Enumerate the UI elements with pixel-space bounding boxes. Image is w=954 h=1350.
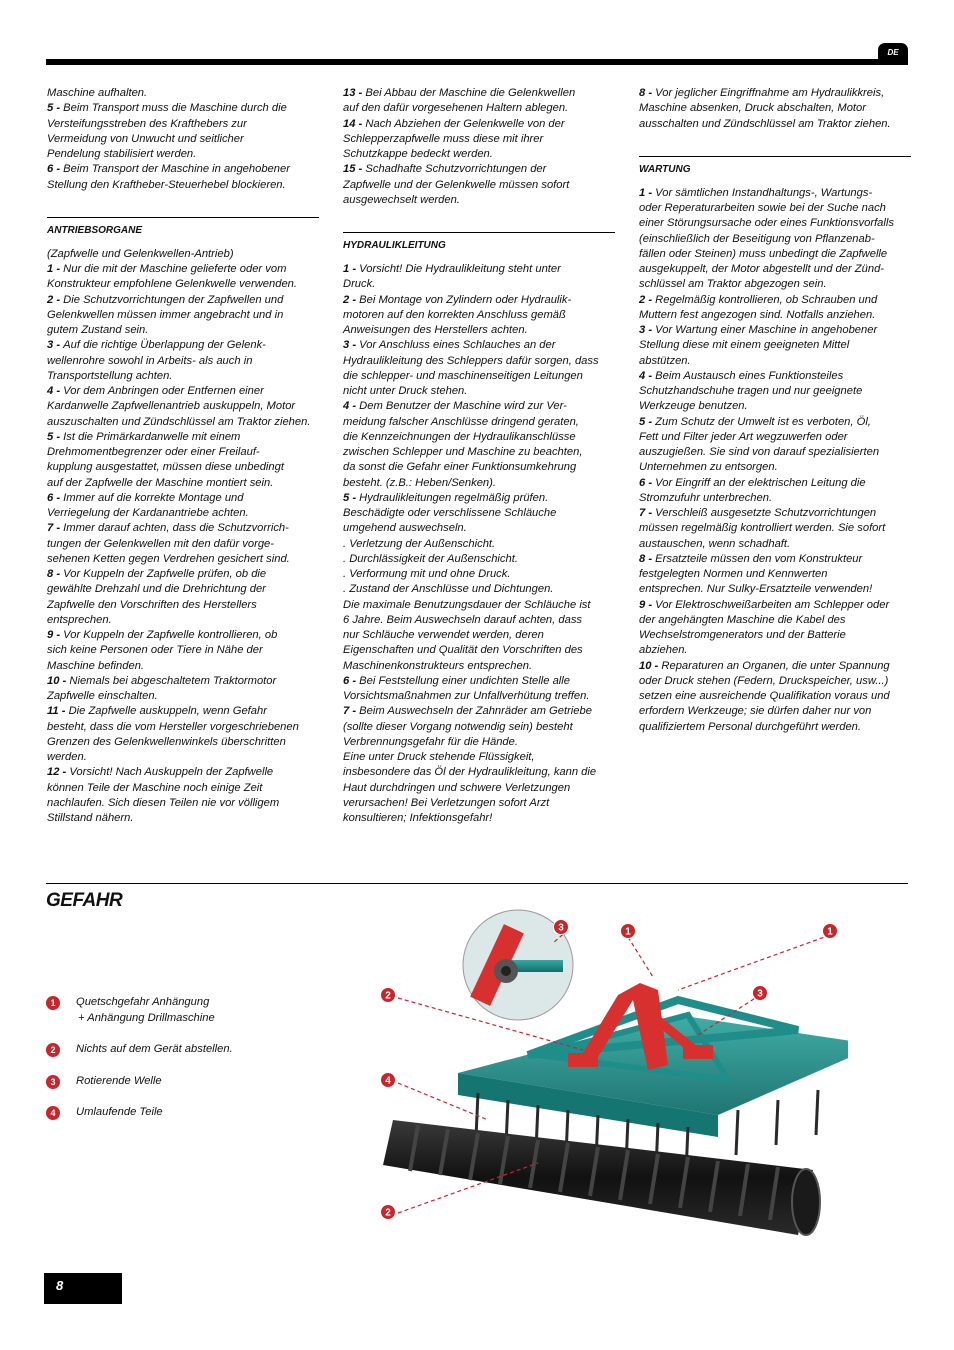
callout-badge: 2 xyxy=(46,1043,60,1057)
text-line: 2 - Die Schutzvorrichtungen der Zapfwellen und xyxy=(47,293,284,306)
text-line: Druck. xyxy=(343,278,376,291)
text-line: Zapfwelle einschalten. xyxy=(47,690,158,702)
text-line: 3 - Auf die richtige Überlappung der Gelenk- xyxy=(47,339,266,352)
text-line: nachlaufen. Sich diesen Teilen nie vor völligem xyxy=(47,796,280,809)
text-line: Drehmomentbegrenzer oder einer Freilauf- xyxy=(47,446,260,458)
text-line: Beschädigte oder verschlissene Schläuche xyxy=(343,507,557,519)
text-line: Unternehmen zu entsorgen. xyxy=(639,461,778,474)
text-line: 7 - Verschleiß ausgesetzte Schutzvorrichtungen xyxy=(639,507,877,519)
text-line: abziehen. xyxy=(639,644,688,657)
text-line: umgehend auswechseln. xyxy=(343,522,467,535)
legend-item xyxy=(46,1105,233,1121)
text-line: Schutzkappe bedeckt werden. xyxy=(343,148,493,160)
text-line: Stellung diese mit einem geeigneten Mittel xyxy=(639,339,850,352)
text-line: einer Störungsursache oder eines Funktionsvorfalls xyxy=(639,217,894,230)
text-line: 1 - Vor sämtlichen Instandhaltungs-, Wartungs- xyxy=(639,186,873,199)
text-line: Konstrukteur empfohlene Gelenkwelle verwenden. xyxy=(47,278,297,291)
text-line: (Zapfwelle und Gelenkwellen-Antrieb) xyxy=(47,247,234,260)
text-line: Verbrennungsgefahr für die Hände. xyxy=(343,735,518,748)
text-line: auf der Zapfwelle der Maschine montiert sein. xyxy=(47,476,274,489)
text-line: 5 - Hydraulikleitungen regelmäßig prüfen. xyxy=(343,491,549,504)
text-line: gutem Zustand sein. xyxy=(47,324,149,336)
text-line: insbesondere das Öl der Hydraulikleitung, kann die xyxy=(343,766,597,779)
callout-number: 1 xyxy=(827,926,833,938)
legend-text: Umlaufende Teile xyxy=(76,1106,163,1118)
text-line: Maschine befinden. xyxy=(47,659,145,672)
language-tab: DE xyxy=(878,43,908,65)
callout-badge: 3 xyxy=(46,1075,60,1089)
section-divider xyxy=(46,883,908,884)
col3-intro xyxy=(639,86,911,132)
text-line: erfordern Werkzeuge; sie dürfen daher nur von xyxy=(639,705,872,718)
packer-roller xyxy=(383,1120,820,1235)
callout-badge: 1 xyxy=(46,996,60,1010)
text-line: . Durchlässigkeit der Außenschicht. xyxy=(343,552,518,565)
text-line: 2 - Regelmäßig kontrollieren, ob Schrauben und xyxy=(639,293,878,306)
text-line: Haut durchdringen und schwere Verletzungen xyxy=(343,781,571,794)
text-line: Hydraulikleitung des Schleppers dafür sorgen, dass xyxy=(343,354,599,367)
machine-illustration xyxy=(378,905,848,1250)
text-line: auszugießen. Sie sind von darauf spezialisierten xyxy=(639,446,880,458)
text-line: konsultieren; Infektionsgefahr! xyxy=(343,812,493,824)
text-line: 13 - Bei Abbau der Maschine die Gelenkwellen xyxy=(343,87,576,99)
legend-text-2: + Anhängung Drillmaschine xyxy=(78,1011,215,1024)
text-line: Schutzhandschuhe tragen und nur geeignete xyxy=(639,385,863,397)
text-line: verursachen! Bei Verletzungen sofort Arzt xyxy=(343,796,550,809)
legend-text: Nichts auf dem Gerät abstellen. xyxy=(76,1043,233,1055)
section-heading-antriebsorgane: ANTRIEBSORGANE xyxy=(47,217,319,237)
text-line: Die maximale Benutzungsdauer der Schläuche ist xyxy=(343,598,591,611)
text-line: 10 - Niemals bei abgeschaltetem Traktormotor xyxy=(47,674,277,687)
callout-number: 2 xyxy=(385,1207,391,1219)
text-line: wellenrohre sowohl in Arbeits- als auch in xyxy=(47,354,253,367)
text-line: besteht. (z.B.: Heben/Senken). xyxy=(343,476,496,489)
top-rule xyxy=(46,59,908,65)
text-line: motoren auf den korrekten Anschluss gemäß xyxy=(343,308,566,321)
text-line: 3 - Vor Wartung einer Maschine in angehobener xyxy=(639,324,878,336)
text-line: 6 - Vor Eingriff an der elektrischen Leitung die xyxy=(639,476,866,489)
text-line: schlüssel am Traktor abgezogen sein. xyxy=(639,278,827,291)
text-line: 2 - Bei Montage von Zylindern oder Hydraulik- xyxy=(343,293,572,306)
text-line: (einschließlich der Beseitigung von Pflanzenab- xyxy=(639,232,875,245)
text-line: Eine unter Druck stehende Flüssigkeit, xyxy=(343,751,535,763)
text-line: Gelenkwellen müssen immer angebracht und in xyxy=(47,308,284,321)
text-line: Schlepperzapfwelle muss diese mit ihrer xyxy=(343,132,544,145)
text-line: oder Reperaturarbeiten sowie bei der Suche nach xyxy=(639,202,886,214)
text-line: besteht, dass die vom Hersteller vorgeschriebenen xyxy=(47,720,299,733)
text-line: 4 - Vor dem Anbringen oder Entfernen einer xyxy=(47,385,264,397)
text-line: Kardanwelle Zapfwellenantrieb auskuppeln, Motor xyxy=(47,400,296,413)
text-line: Werkzeuge benutzen. xyxy=(639,400,748,413)
text-line: 6 - Bei Feststellung einer undichten Stelle alle xyxy=(343,674,570,687)
text-line: Anweisungen des Herstellers achten. xyxy=(343,324,528,336)
text-line: Vermeidung von Unwucht und seitlicher xyxy=(47,132,244,145)
col2-list xyxy=(343,262,615,826)
text-line: 4 - Beim Austausch eines Funktionsteiles xyxy=(639,369,844,382)
text-line: 7 - Beim Auswechseln der Zahnräder am Getriebe xyxy=(343,705,592,718)
text-line: abstützen. xyxy=(639,354,691,367)
text-line: nur Schläuche verwendet werden, deren xyxy=(343,629,544,641)
text-line: ausgewechselt werden. xyxy=(343,193,460,206)
callout-number: 4 xyxy=(385,1075,391,1087)
text-line: 3 - Vor Anschluss eines Schlauches an der xyxy=(343,339,556,352)
callout-number: 3 xyxy=(558,922,564,934)
text-line: kupplung ausgestattet, müssen diese unbedingt xyxy=(47,461,284,474)
text-line: (sollte dieser Vorgang notwendig sein) besteht xyxy=(343,720,573,733)
danger-legend xyxy=(46,995,233,1137)
text-line: 5 - Ist die Primärkardanwelle mit einem xyxy=(47,430,241,443)
legend-text: Quetschgefahr Anhängung xyxy=(76,996,210,1008)
text-line: 8 - Vor jeglicher Eingriffnahme am Hydraulikkreis, xyxy=(639,87,885,99)
text-line: qualifiziertem Personal durchgeführt werden. xyxy=(639,720,862,733)
text-line: 14 - Nach Abziehen der Gelenkwelle von der xyxy=(343,117,565,130)
text-line: Fett und Filter jeder Art wegzuwerfen oder xyxy=(639,430,848,443)
legend-text: Rotierende Welle xyxy=(76,1074,162,1087)
text-line: 5 - Beim Transport muss die Maschine durch die xyxy=(47,102,287,115)
col3-list xyxy=(639,186,911,735)
column-1 xyxy=(47,86,319,826)
col2-intro xyxy=(343,86,615,208)
text-line: 5 - Zum Schutz der Umwelt ist es verboten, Öl, xyxy=(639,415,871,428)
text-line: . Zustand der Anschlüsse und Dichtungen. xyxy=(343,583,554,596)
text-line: austauschen, wenn schadhaft. xyxy=(639,537,791,550)
text-line: Wechselstromgenerators und der Batterie xyxy=(639,629,846,641)
danger-title: GEFAHR xyxy=(46,890,123,911)
text-line: setzen eine ausreichende Qualifikation voraus und xyxy=(639,690,890,702)
text-line: Stromzufuhr unterbrechen. xyxy=(639,491,773,504)
text-line: Verriegelung der Kardanantriebe achten. xyxy=(47,507,249,519)
text-line: 12 - Vorsicht! Nach Auskuppeln der Zapfwelle xyxy=(47,766,274,779)
text-line: ausgekuppelt, der Motor abgestellt und der Zünd- xyxy=(639,263,885,275)
text-line: sich keine Personen oder Tiere in Nähe der xyxy=(47,644,263,657)
section-heading-wartung: WARTUNG xyxy=(639,156,911,176)
text-line: Maschine absenken, Druck abschalten, Motor xyxy=(639,102,866,115)
text-line: 9 - Vor Elektroschweißarbeiten am Schlepper oder xyxy=(639,598,890,611)
text-line: 4 - Dem Benutzer der Maschine wird zur Ver- xyxy=(343,400,567,413)
text-line: 8 - Vor Kuppeln der Zapfwelle prüfen, ob die xyxy=(47,568,267,580)
text-line: die Kennzeichnungen der Hydraulikanschlüsse xyxy=(343,430,576,443)
text-line: festgelegten Normen und Kennwerten xyxy=(639,568,828,580)
text-line: 6 Jahre. Beim Auswechseln darauf achten, dass xyxy=(343,613,583,626)
callout-badge: 4 xyxy=(46,1106,60,1120)
text-line: meidung falscher Anschlüsse dringend geraten, xyxy=(343,415,579,428)
text-line: Zapfwelle und der Gelenkwelle müssen sofort xyxy=(343,178,570,191)
text-line: . Verformung mit und ohne Druck. xyxy=(343,568,511,580)
text-line: Maschinenkonstrukteurs entsprechen. xyxy=(343,659,533,672)
text-line: 6 - Immer auf die korrekte Montage und xyxy=(47,491,244,504)
text-line: ausschalten und Zündschlüssel am Traktor ziehen. xyxy=(639,117,891,130)
text-line: tungen der Gelenkwellen mit den dafür vorge- xyxy=(47,537,274,550)
text-line: auf den dafür vorgesehenen Haltern ablegen. xyxy=(343,102,569,115)
legend-item xyxy=(46,995,233,1026)
text-line: 10 - Reparaturen an Organen, die unter Spannung xyxy=(639,659,890,672)
callout-number: 2 xyxy=(385,990,391,1002)
callout-number: 1 xyxy=(625,926,631,938)
text-line: 7 - Immer darauf achten, dass die Schutzvorrich- xyxy=(47,522,289,535)
text-line: nicht unter Druck stehen. xyxy=(343,385,468,397)
column-3 xyxy=(639,86,911,735)
text-line: 9 - Vor Kuppeln der Zapfwelle kontrollieren, ob xyxy=(47,629,278,641)
text-line: die schlepper- und maschinenseitigen Leitungen xyxy=(343,369,583,382)
text-line: 11 - Die Zapfwelle auskuppeln, wenn Gefahr xyxy=(47,705,267,718)
text-line: oder Druck stehen (Federn, Druckspeicher, usw...) xyxy=(639,674,889,687)
text-line: Pendelung stabilisiert werden. xyxy=(47,148,197,160)
text-line: müssen regelmäßig kontrolliert werden. Sie sofort xyxy=(639,522,886,535)
page-number: 8 xyxy=(44,1273,122,1304)
text-line: können Teile der Maschine noch einige Zeit xyxy=(47,781,263,794)
text-line: werden. xyxy=(47,751,87,763)
text-line: da sonst die Gefahr einer Funktionsumkehrung xyxy=(343,461,577,474)
text-line: . Verletzung der Außenschicht. xyxy=(343,537,496,550)
callout-number: 3 xyxy=(757,988,763,1000)
text-line: 15 - Schadhafte Schutzvorrichtungen der xyxy=(343,163,547,176)
text-line: entsprechen. Nur Sulky-Ersatzteile verwenden! xyxy=(639,583,873,596)
text-line: Muttern fest angezogen sind. Notfalls anziehen. xyxy=(639,308,876,321)
text-line: 1 - Nur die mit der Maschine gelieferte oder vom xyxy=(47,263,287,275)
col1-intro xyxy=(47,86,319,193)
text-line: zwischen Schlepper und Maschine zu beachten, xyxy=(343,446,583,458)
text-line: 8 - Ersatzteile müssen den vom Konstrukteur xyxy=(639,552,863,565)
text-line: der angehängten Maschine die Kabel des xyxy=(639,613,846,626)
legend-item xyxy=(46,1074,233,1090)
text-line: 1 - Vorsicht! Die Hydraulikleitung steht unter xyxy=(343,263,561,275)
text-line: Vorsichtsmaßnahmen zur Unfallverhütung treffen. xyxy=(343,690,590,702)
legend-item xyxy=(46,1042,233,1058)
text-line: Grenzen des Gelenkwellenwinkels überschritten xyxy=(47,735,286,748)
text-line: Eigenschaften und Qualität den Vorschriften des xyxy=(343,644,583,657)
text-line: fällen oder Steinen) muss unbedingt die Zapfwelle xyxy=(639,247,888,260)
text-line: Stellung den Kraftheber-Steuerhebel blockieren. xyxy=(47,178,286,191)
text-line: Versteifungsstreben des Krafthebers zur xyxy=(47,117,247,130)
text-line: Stillstand nähern. xyxy=(47,812,134,824)
column-2 xyxy=(343,86,615,826)
text-line: auszuschalten und Zündschlüssel am Traktor ziehen. xyxy=(47,415,311,428)
text-line: entsprechen. xyxy=(47,613,112,626)
text-line: Transportstellung achten. xyxy=(47,369,173,382)
col1-list xyxy=(47,247,319,827)
text-line: Maschine aufhalten. xyxy=(47,87,148,99)
text-line: sehenen Ketten gegen Verdrehen gesichert sind. xyxy=(47,552,290,565)
text-line: gewählte Drehzahl und die Drehrichtung der xyxy=(47,583,266,596)
text-line: 6 - Beim Transport der Maschine in angehobener xyxy=(47,163,290,176)
text-line: Zapfwelle den Vorschriften des Herstellers xyxy=(47,598,257,611)
section-heading-hydraulikleitung: HYDRAULIKLEITUNG xyxy=(343,232,615,252)
